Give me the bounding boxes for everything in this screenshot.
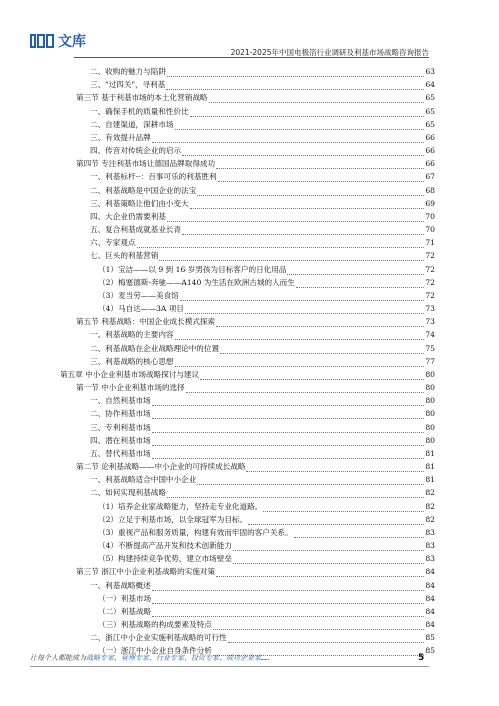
- toc-entry[interactable]: [90, 487, 435, 498]
- toc-entry-page: 84: [425, 580, 435, 590]
- page-number: 5: [418, 653, 425, 663]
- toc-entry[interactable]: [90, 171, 435, 182]
- toc-entry-title: （4）马自达——3A 项目: [98, 304, 184, 314]
- toc-entry-page: 63: [425, 67, 435, 76]
- toc-entry[interactable]: [90, 211, 435, 222]
- toc-leader-dots: [213, 622, 424, 630]
- toc-leader-dots: [186, 385, 425, 393]
- toc-entry-title: （1）宝洁——以 9 到 16 岁男孩为目标客户的日化用品: [98, 264, 287, 274]
- toc-entry-title: 第三节 基于利基市场的本土化营销战略: [76, 93, 208, 103]
- toc-entry-title: 三、利基策略让他们由小变大: [90, 198, 189, 208]
- footer-divider: [30, 666, 429, 667]
- toc-entry-page: 85: [425, 633, 435, 643]
- toc-leader-dots: [175, 332, 425, 340]
- toc-entry-title: 七、巨头的利基营销: [90, 251, 159, 261]
- toc-entry-page: 72: [425, 251, 435, 261]
- toc-entry-page: 70: [425, 211, 435, 221]
- toc-leader-dots: [197, 188, 424, 196]
- toc-entry-page: 81: [425, 462, 435, 472]
- toc-leader-dots: [152, 583, 425, 591]
- toc-entry-page: 65: [425, 119, 435, 129]
- toc-entry[interactable]: [90, 224, 435, 235]
- toc-entry-title: 三、"过四关"，寻利基: [90, 80, 166, 90]
- toc-entry-title: 第二节 论利基战略——中小企业的可持续成长战略: [76, 462, 246, 472]
- toc-entry-title: 二、自建渠道，深耕市场: [90, 119, 174, 129]
- toc-entry[interactable]: [90, 106, 435, 117]
- page-footer: [30, 653, 429, 665]
- toc-entry[interactable]: [90, 66, 435, 77]
- toc-entry-title: 一、确保手机的质量和性价比: [90, 106, 189, 116]
- toc-entry-title: 三、专利利基市场: [90, 422, 151, 432]
- toc-entry-title: 五、复合利基成就基业长青: [90, 225, 182, 235]
- toc-entry-title: （2）梅塞德斯-奔驰——A140 为生活在欧洲古城的人而生: [98, 277, 295, 287]
- header-divider: [74, 57, 429, 58]
- toc-entry[interactable]: [90, 145, 435, 156]
- toc-entry-page: 77: [425, 356, 435, 366]
- toc-leader-dots: [152, 411, 425, 419]
- toc-entry-title: （二）利基战略: [98, 606, 152, 616]
- toc-entry-page: 73: [425, 317, 435, 327]
- toc-leader-dots: [166, 82, 424, 90]
- toc-entry[interactable]: [98, 501, 435, 512]
- toc-entry[interactable]: [98, 527, 435, 538]
- toc-entry-page: 85: [425, 646, 435, 656]
- toc-entry-page: 82: [425, 488, 435, 498]
- toc-entry-title: 三、利基战略的核心思想: [90, 356, 174, 366]
- toc-entry[interactable]: [76, 316, 435, 327]
- toc-entry-page: 71: [425, 238, 435, 248]
- toc-entry-page: 72: [425, 264, 435, 274]
- toc-entry-page: 69: [425, 198, 435, 208]
- toc-leader-dots: [216, 161, 424, 169]
- toc-leader-dots: [296, 280, 424, 288]
- toc-leader-dots: [197, 477, 424, 485]
- toc-entry[interactable]: [90, 185, 435, 196]
- logo-text: 文库: [58, 34, 86, 50]
- toc-entry-page: 66: [425, 146, 435, 156]
- toc-entry[interactable]: [98, 514, 435, 525]
- toc-entry-page: 70: [425, 225, 435, 235]
- toc-entry-title: （一）浙江中小企业自身条件分析: [98, 646, 212, 656]
- toc-entry-page: 84: [425, 606, 435, 616]
- toc-entry-page: 81: [425, 448, 435, 458]
- toc-entry[interactable]: [60, 369, 435, 380]
- toc-entry[interactable]: [90, 250, 435, 261]
- toc-entry-page: 80: [425, 435, 435, 445]
- toc-entry[interactable]: [90, 435, 435, 446]
- toc-leader-dots: [228, 635, 425, 643]
- toc-entry[interactable]: [90, 408, 435, 419]
- toc-entry-title: 一、利基战略适合中国中小企业: [90, 475, 197, 485]
- toc-entry[interactable]: [90, 448, 435, 459]
- toc-leader-dots: [190, 109, 425, 117]
- toc-entry-page: 73: [425, 304, 435, 314]
- toc-entry-title: （三）利基战略的构成要素及特点: [98, 620, 212, 630]
- toc-entry-page: 80: [425, 422, 435, 432]
- toc-entry-title: 四、潜在利基市场: [90, 435, 151, 445]
- toc-leader-dots: [190, 201, 425, 209]
- toc-leader-dots: [233, 556, 424, 564]
- toc-entry-page: 65: [425, 93, 435, 103]
- toc-entry-page: 67: [425, 172, 435, 182]
- footer-lead: 让每个人都能成为: [30, 654, 86, 662]
- toc-entry[interactable]: [90, 198, 435, 209]
- footer-roles: 战略专家、管理专家、行业专家、投资专家、成功企业家……: [86, 654, 270, 662]
- toc-entry-page: 66: [425, 159, 435, 169]
- toc-entry-title: 三、有效提升品牌: [90, 132, 151, 142]
- toc-entry[interactable]: [98, 277, 435, 288]
- toc-entry-page: 72: [425, 290, 435, 300]
- toc-entry-page: 81: [425, 475, 435, 485]
- toc-leader-dots: [152, 398, 425, 406]
- toc-leader-dots: [218, 174, 425, 182]
- toc-leader-dots: [263, 504, 424, 512]
- toc-entry-page: 74: [425, 330, 435, 340]
- toc-entry[interactable]: [90, 632, 435, 643]
- toc-leader-dots: [152, 425, 425, 433]
- toc-leader-dots: [233, 543, 424, 551]
- toc-entry-page: 83: [425, 541, 435, 551]
- toc-entry-page: 83: [425, 554, 435, 564]
- toc-entry-title: 四、传音对传统企业的启示: [90, 146, 182, 156]
- toc-entry[interactable]: [76, 566, 435, 577]
- toc-entry-title: 二、如何实现利基战略: [90, 488, 166, 498]
- toc-entry[interactable]: [98, 593, 435, 604]
- toc-entry-title: 第三节 浙江中小企业利基战略的实施对策: [76, 567, 216, 577]
- toc-entry-page: 72: [425, 277, 435, 287]
- toc-leader-dots: [167, 490, 424, 498]
- toc-entry-page: 64: [425, 80, 435, 90]
- toc-entry-title: 第五章 中小企业利基市场战略探讨与建议: [60, 369, 200, 379]
- toc-entry-title: 第一节 中小企业利基市场的选择: [76, 383, 185, 393]
- toc-leader-dots: [152, 609, 424, 617]
- toc-entry[interactable]: [90, 132, 435, 143]
- toc-entry-page: 68: [425, 185, 435, 195]
- toc-entry-title: 一、利基战略的主要内容: [90, 330, 174, 340]
- toc-entry-page: 83: [425, 527, 435, 537]
- toc-entry-title: （4）不断提高产品开发和技术创新能力: [98, 541, 232, 551]
- toc-entry-title: 第五节 利基战略：中国企业成长模式探索: [76, 317, 216, 327]
- toc-leader-dots: [182, 148, 424, 156]
- toc-entry[interactable]: [90, 343, 435, 354]
- toc-entry-page: 82: [425, 514, 435, 524]
- toc-entry-title: 一、自然利基市场: [90, 396, 151, 406]
- toc-entry-title: （3）重视产品和服务质量，构建有效而牢固的客户关系。: [98, 527, 293, 537]
- toc-entry-title: 一、利基战略概述: [90, 580, 151, 590]
- toc-leader-dots: [294, 530, 425, 538]
- toc-entry-page: 82: [425, 501, 435, 511]
- toc-leader-dots: [216, 319, 424, 327]
- toc-entry[interactable]: [76, 92, 435, 103]
- toc-entry[interactable]: [90, 237, 435, 248]
- toc-entry[interactable]: [98, 619, 435, 630]
- toc-entry-title: 二、浙江中小企业实施利基战略的可行性: [90, 633, 227, 643]
- toc-entry-page: 80: [425, 409, 435, 419]
- toc-entry[interactable]: [98, 540, 435, 551]
- logo-mark-icon: [30, 34, 54, 48]
- toc-entry-title: 六、专家观点: [90, 238, 136, 248]
- toc-entry-page: 80: [425, 396, 435, 406]
- toc-entry[interactable]: [76, 158, 435, 169]
- toc-entry[interactable]: [90, 119, 435, 130]
- toc-entry-page: 80: [425, 369, 435, 379]
- toc-entry[interactable]: [90, 79, 435, 90]
- toc-leader-dots: [175, 359, 425, 367]
- toc-entry-title: 第四节 专注利基市场让德国品牌取得成功: [76, 159, 216, 169]
- toc-entry[interactable]: [90, 329, 435, 340]
- toc-entry-page: 65: [425, 106, 435, 116]
- toc-entry-page: 84: [425, 567, 435, 577]
- toc-leader-dots: [152, 451, 425, 459]
- logo: [30, 32, 86, 50]
- toc-leader-dots: [167, 69, 424, 77]
- toc-leader-dots: [246, 464, 424, 472]
- toc-entry-title: 二、收购的魅力与陷阱: [90, 67, 166, 76]
- toc-leader-dots: [175, 122, 425, 130]
- toc-entry-title: 二、利基战略是中国企业的法宝: [90, 185, 197, 195]
- toc-leader-dots: [137, 240, 425, 248]
- toc-entry[interactable]: [76, 382, 435, 393]
- toc-leader-dots: [216, 569, 424, 577]
- toc-leader-dots: [182, 227, 424, 235]
- toc-entry-page: 80: [425, 383, 435, 393]
- toc-leader-dots: [180, 293, 425, 301]
- document-title: 2021-2025年中国电极箔行业调研及利基市场战略咨询报告: [230, 48, 429, 57]
- toc-leader-dots: [209, 95, 425, 103]
- toc-entry[interactable]: [98, 553, 435, 564]
- toc-leader-dots: [152, 135, 425, 143]
- toc-entry-title: （2）立足于利基市场，以全球冠军为目标。: [98, 514, 248, 524]
- toc-entry-page: 84: [425, 620, 435, 630]
- toc-entry[interactable]: [98, 290, 435, 301]
- toc-entry-page: 66: [425, 132, 435, 142]
- toc-entry[interactable]: [90, 474, 435, 485]
- toc-leader-dots: [220, 346, 424, 354]
- toc-entry[interactable]: [76, 461, 435, 472]
- toc-leader-dots: [185, 306, 424, 314]
- toc-entry[interactable]: [90, 422, 435, 433]
- toc-leader-dots: [248, 517, 424, 525]
- toc-entry-title: 一、利基标杆--：百事可乐的利基胜利: [90, 172, 217, 182]
- toc-leader-dots: [152, 438, 425, 446]
- toc-leader-dots: [159, 253, 424, 261]
- toc-entry-title: 五、替代利基市场: [90, 448, 151, 458]
- toc-entry[interactable]: [90, 395, 435, 406]
- toc-entry[interactable]: [98, 606, 435, 617]
- toc-entry-title: 二、协作利基市场: [90, 409, 151, 419]
- toc-leader-dots: [200, 372, 424, 380]
- toc-entry-title: 四、大企业仍需要利基: [90, 211, 166, 221]
- toc-entry[interactable]: [98, 264, 435, 275]
- toc-entry[interactable]: [90, 580, 435, 591]
- toc-entry-page: 84: [425, 593, 435, 603]
- toc-entry-title: （1）培养企业家战略能力，坚持走专业化道路。: [98, 501, 263, 511]
- toc-leader-dots: [167, 214, 424, 222]
- toc-leader-dots: [287, 267, 424, 275]
- toc-entry-title: （一）利基市场: [98, 593, 152, 603]
- toc-entry[interactable]: [98, 303, 435, 314]
- toc-leader-dots: [152, 596, 424, 604]
- page-header: [0, 0, 499, 62]
- toc-entry[interactable]: [90, 356, 435, 367]
- toc-entry-title: 二、利基战略在企业战略理论中的位置: [90, 343, 220, 353]
- toc-entry-title: （3）麦当劳——美食馆: [98, 290, 179, 300]
- toc-entry-page: 75: [425, 343, 435, 353]
- toc-entry-title: （5）构建持续竞争优势，建立市场壁垒: [98, 554, 232, 564]
